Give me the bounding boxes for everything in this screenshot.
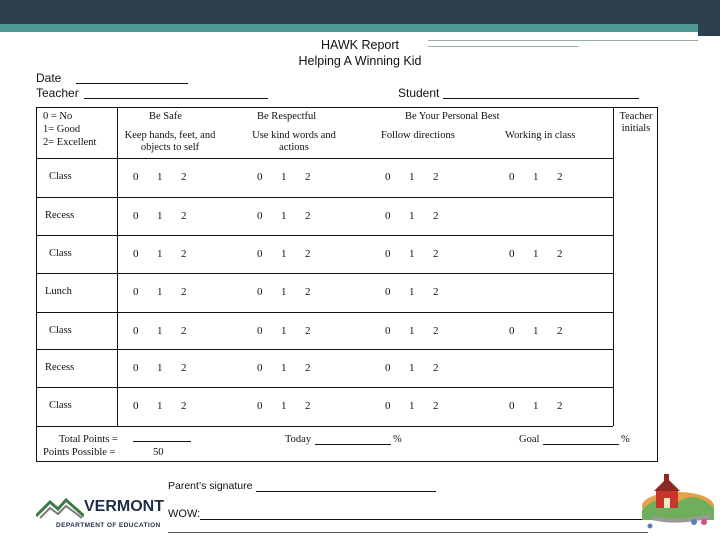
score-option[interactable]: 1 xyxy=(281,362,287,374)
category-be-safe: Be Safe xyxy=(149,111,182,122)
score-option[interactable]: 1 xyxy=(409,400,415,412)
grid-line xyxy=(37,426,613,427)
report-title: HAWK Report xyxy=(320,38,400,52)
score-option[interactable]: 1 xyxy=(533,248,539,260)
date-label: Date xyxy=(36,71,62,85)
logo-subtitle: DEPARTMENT OF EDUCATION xyxy=(56,522,161,529)
grid-line xyxy=(37,349,613,350)
score-option[interactable]: 0 xyxy=(133,325,139,337)
score-option[interactable]: 0 xyxy=(385,210,391,222)
parent-signature-field[interactable] xyxy=(256,491,436,492)
mountain-icon xyxy=(36,496,84,520)
row-label: Lunch xyxy=(45,286,72,297)
grid-line xyxy=(37,197,613,198)
key-no: 0 = No xyxy=(43,111,73,122)
row-label: Class xyxy=(49,248,72,259)
score-option[interactable]: 0 xyxy=(257,400,263,412)
score-option[interactable]: 2 xyxy=(557,248,563,260)
category-personal-best: Be Your Personal Best xyxy=(405,111,500,122)
score-option[interactable]: 1 xyxy=(157,362,163,374)
teacher-field[interactable] xyxy=(84,98,268,99)
score-option[interactable]: 2 xyxy=(433,400,439,412)
score-option[interactable]: 1 xyxy=(281,171,287,183)
score-option[interactable]: 2 xyxy=(181,248,187,260)
today-percent-field[interactable] xyxy=(315,444,391,445)
logo-name: VERMONT xyxy=(84,498,164,515)
score-option[interactable]: 1 xyxy=(281,325,287,337)
score-option[interactable]: 2 xyxy=(305,362,311,374)
score-option[interactable]: 2 xyxy=(433,210,439,222)
score-option[interactable]: 2 xyxy=(433,362,439,374)
total-points-label: Total Points = xyxy=(59,434,118,445)
score-option[interactable]: 1 xyxy=(409,171,415,183)
score-option[interactable]: 0 xyxy=(257,248,263,260)
score-option[interactable]: 2 xyxy=(305,325,311,337)
score-option[interactable]: 1 xyxy=(281,248,287,260)
points-possible-label: Points Possible = xyxy=(43,447,116,458)
today-label: Today xyxy=(285,434,312,445)
score-option[interactable]: 0 xyxy=(509,248,515,260)
score-option[interactable]: 0 xyxy=(385,362,391,374)
score-option[interactable]: 0 xyxy=(133,171,139,183)
score-option[interactable]: 0 xyxy=(385,286,391,298)
score-option[interactable]: 1 xyxy=(409,325,415,337)
score-option[interactable]: 2 xyxy=(181,362,187,374)
score-option[interactable]: 0 xyxy=(509,325,515,337)
category-be-respectful: Be Respectful xyxy=(257,111,317,122)
criterion-kind-words: Use kind words and actions xyxy=(252,130,336,153)
score-option[interactable]: 0 xyxy=(133,362,139,374)
score-option[interactable]: 0 xyxy=(257,171,263,183)
score-option[interactable]: 0 xyxy=(133,210,139,222)
score-option[interactable]: 0 xyxy=(257,210,263,222)
score-option[interactable]: 0 xyxy=(509,171,515,183)
score-option[interactable]: 0 xyxy=(133,248,139,260)
today-percent-sign: % xyxy=(393,434,402,445)
key-good: 1= Good xyxy=(43,124,81,135)
score-option[interactable]: 1 xyxy=(533,171,539,183)
wow-field[interactable] xyxy=(200,519,650,520)
row-label: Class xyxy=(49,325,72,336)
score-option[interactable]: 2 xyxy=(305,210,311,222)
teacher-initials-header: Teacher initials xyxy=(619,111,653,134)
score-option[interactable]: 1 xyxy=(157,248,163,260)
score-option[interactable]: 1 xyxy=(281,400,287,412)
score-option[interactable]: 1 xyxy=(409,210,415,222)
score-option[interactable]: 2 xyxy=(305,400,311,412)
score-option[interactable]: 1 xyxy=(409,286,415,298)
score-option[interactable]: 2 xyxy=(305,171,311,183)
score-option[interactable]: 1 xyxy=(533,325,539,337)
score-option[interactable]: 1 xyxy=(157,171,163,183)
teacher-label: Teacher xyxy=(36,86,79,100)
total-points-field[interactable] xyxy=(133,441,191,442)
score-option[interactable]: 1 xyxy=(409,362,415,374)
behavior-grid xyxy=(36,107,658,462)
score-option[interactable]: 1 xyxy=(281,210,287,222)
score-option[interactable]: 2 xyxy=(557,171,563,183)
criterion-hands-feet: Keep hands, feet, and objects to self xyxy=(124,130,216,153)
score-option[interactable]: 1 xyxy=(409,248,415,260)
wow-label: WOW: xyxy=(168,508,201,520)
score-option[interactable]: 2 xyxy=(181,210,187,222)
score-option[interactable]: 1 xyxy=(157,210,163,222)
score-option[interactable]: 1 xyxy=(157,286,163,298)
row-label: Class xyxy=(49,171,72,182)
student-field[interactable] xyxy=(443,98,639,99)
score-option[interactable]: 2 xyxy=(181,325,187,337)
score-option[interactable]: 1 xyxy=(281,286,287,298)
score-option[interactable]: 2 xyxy=(181,171,187,183)
grid-line xyxy=(117,108,118,426)
score-option[interactable]: 0 xyxy=(133,286,139,298)
score-option[interactable]: 2 xyxy=(433,286,439,298)
score-option[interactable]: 0 xyxy=(133,400,139,412)
goal-percent-sign: % xyxy=(621,434,630,445)
student-label: Student xyxy=(398,86,440,100)
points-possible-value: 50 xyxy=(153,447,164,458)
score-option[interactable]: 0 xyxy=(257,325,263,337)
key-excellent: 2= Excellent xyxy=(43,137,97,148)
score-option[interactable]: 0 xyxy=(385,248,391,260)
grid-line xyxy=(37,235,613,236)
row-label: Class xyxy=(49,400,72,411)
score-option[interactable]: 2 xyxy=(305,286,311,298)
score-option[interactable]: 1 xyxy=(157,400,163,412)
top-accent-stripe xyxy=(0,24,720,32)
grid-line xyxy=(37,158,613,159)
criterion-follow-directions: Follow directions xyxy=(381,130,455,141)
score-option[interactable]: 0 xyxy=(257,362,263,374)
score-option[interactable]: 2 xyxy=(181,286,187,298)
goal-percent-field[interactable] xyxy=(543,444,619,445)
date-field[interactable] xyxy=(76,83,188,84)
score-option[interactable]: 1 xyxy=(533,400,539,412)
score-option[interactable]: 1 xyxy=(157,325,163,337)
score-option[interactable]: 0 xyxy=(385,325,391,337)
grid-line xyxy=(37,312,613,313)
score-option[interactable]: 0 xyxy=(257,286,263,298)
row-label: Recess xyxy=(45,362,75,373)
score-option[interactable]: 2 xyxy=(181,400,187,412)
row-label: Recess xyxy=(45,210,75,221)
schoolhouse-icon xyxy=(640,462,716,534)
parent-signature-label: Parent’s signature xyxy=(168,480,253,492)
score-option[interactable]: 2 xyxy=(557,400,563,412)
score-option[interactable]: 2 xyxy=(433,248,439,260)
score-option[interactable]: 2 xyxy=(557,325,563,337)
report-subtitle: Helping A Winning Kid xyxy=(298,54,422,68)
score-option[interactable]: 0 xyxy=(509,400,515,412)
goal-label: Goal xyxy=(519,434,540,445)
grid-line xyxy=(613,108,614,426)
score-option[interactable]: 2 xyxy=(305,248,311,260)
score-option[interactable]: 2 xyxy=(433,171,439,183)
score-option[interactable]: 2 xyxy=(433,325,439,337)
criterion-working-in-class: Working in class xyxy=(505,130,576,141)
top-bar xyxy=(0,0,720,24)
top-right-block xyxy=(698,0,720,36)
score-option[interactable]: 0 xyxy=(385,400,391,412)
grid-line xyxy=(37,273,613,274)
wow-field-line2[interactable] xyxy=(168,532,648,533)
score-option[interactable]: 0 xyxy=(385,171,391,183)
grid-line xyxy=(37,387,613,388)
